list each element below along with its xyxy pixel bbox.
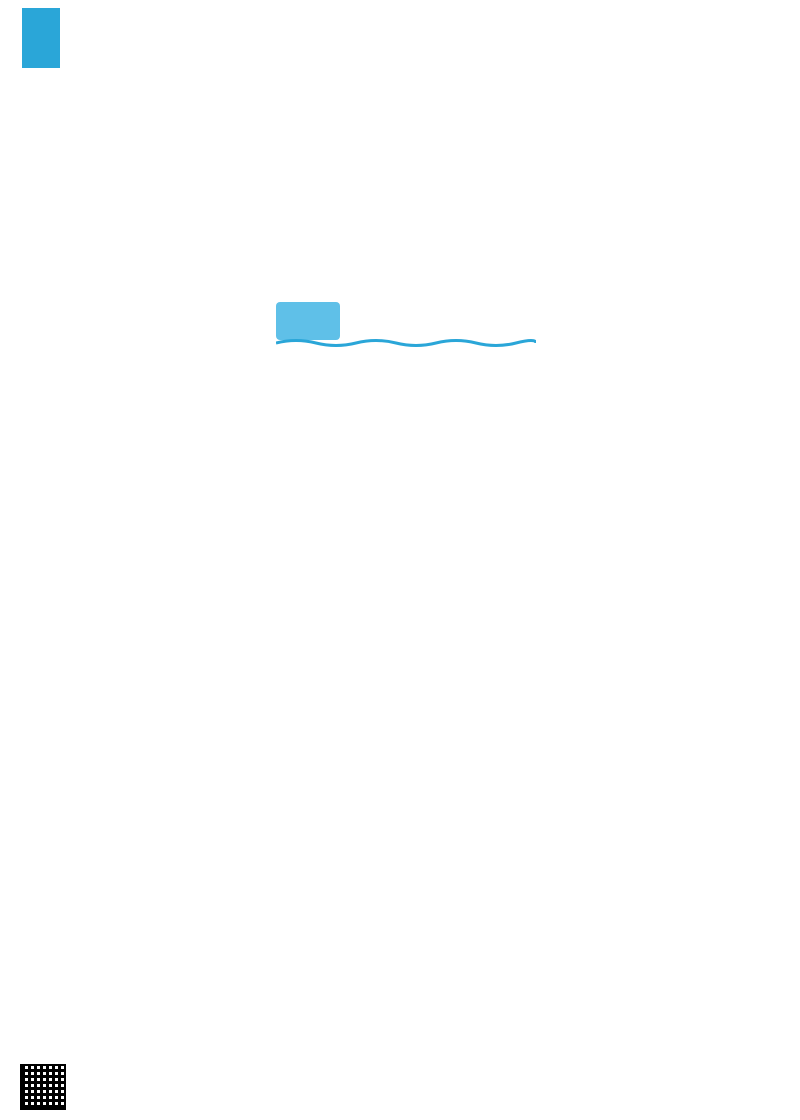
page-header [0, 0, 800, 86]
section-title-wave [276, 338, 536, 348]
chapter-number [22, 8, 60, 68]
page-footer [10, 1058, 330, 1114]
section-title [276, 302, 576, 352]
section-title-highlight [276, 302, 340, 340]
qr-code-icon [20, 1064, 66, 1110]
